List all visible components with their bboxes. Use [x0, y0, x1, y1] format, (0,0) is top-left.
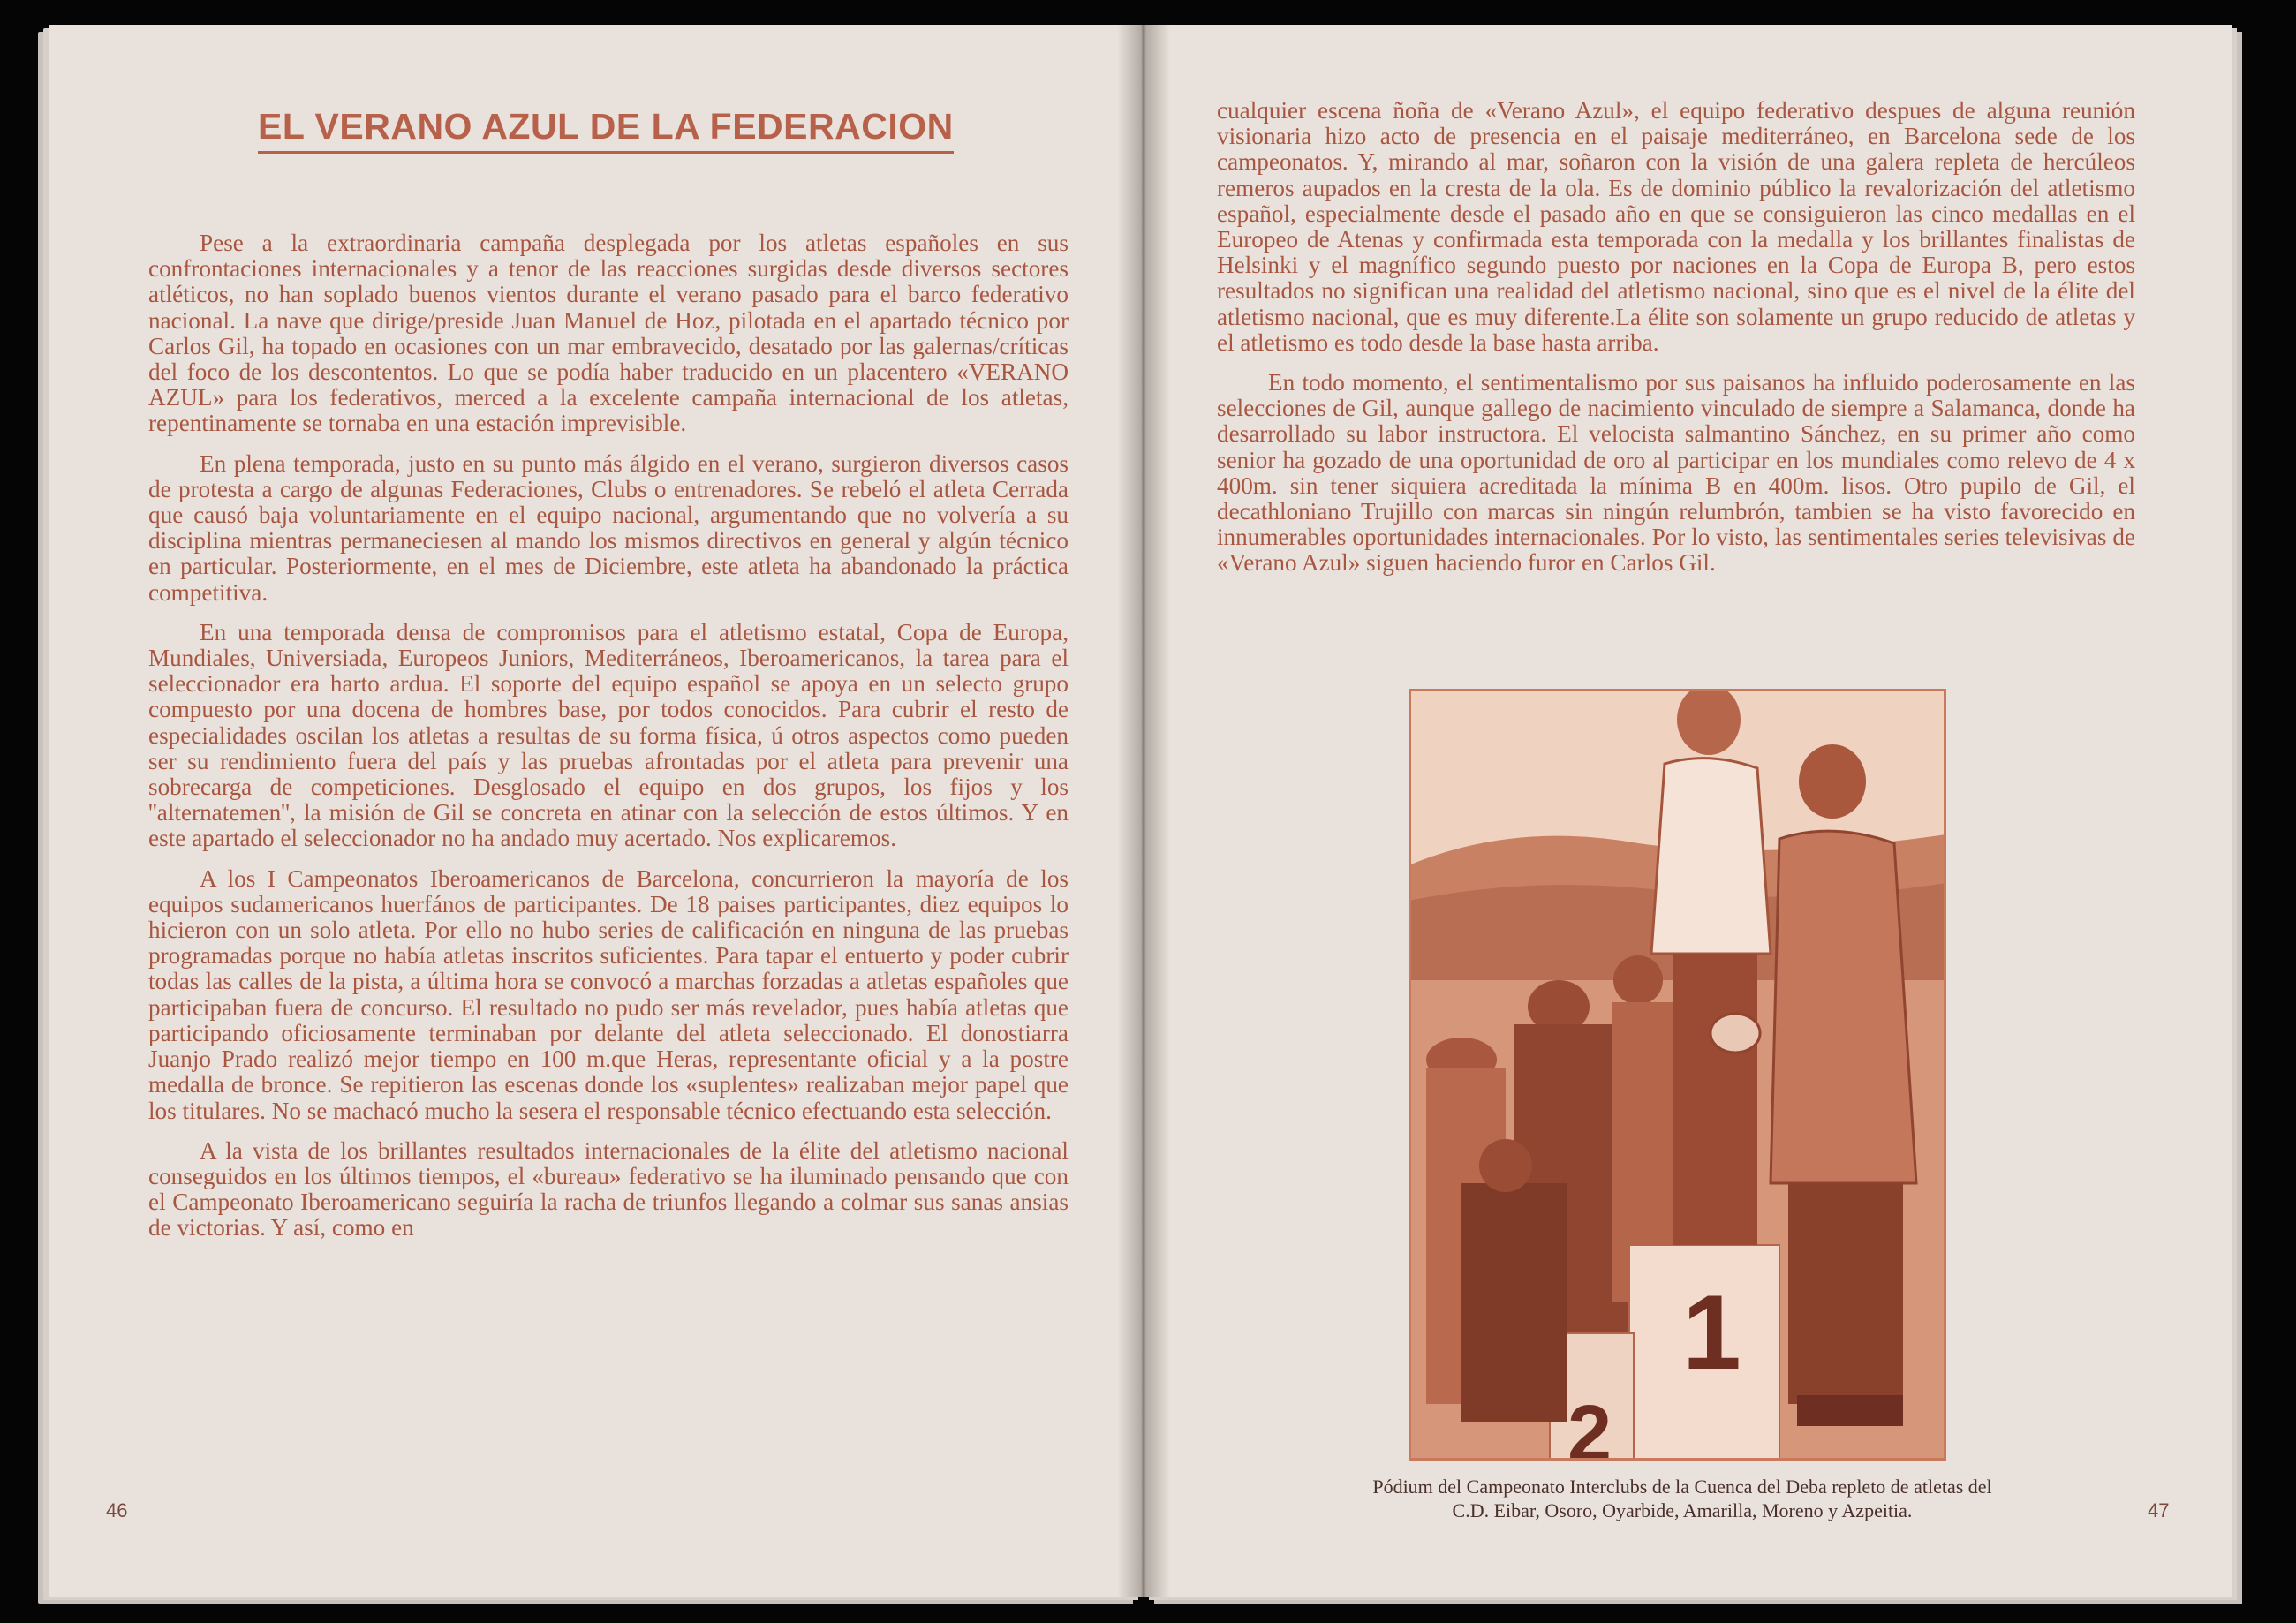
paragraph: En todo momento, el sentimentalismo por sus paisanos ha influido poderosamente en las selecciones de Gil, aunque gallego de nacimiento vinculado de siempre a Salamanca, donde ha desarrollado su labor instructora. El velocista salmantino Sánchez, en su primer año como senior ha gozado de una oportunidad de oro al participar en los mundiales como relevo de 4 x 400m. sin tener siquiera acreditada la mínima B en 400m. lisos. Otro pupilo de Gil, el decathloniano Trujillo con marcas sin ningún relumbrón, tambien se ha visto favorecido en innumerables oportunidades internacionales. Por lo visto, las sentimentales series televisivas de «Verano Azul» siguen haciendo furor en Carlos Gil. — [1217, 369, 2135, 577]
paragraph: En una temporada densa de compromisos para el atletismo estatal, Copa de Europa, Mundiales, Universiada, Europeos Juniors, Mediterráneos, Iberoamericanos, la tarea para el seleccionador era harto ardua. El soporte del equipo español se apoya en un selecto grupo compuesto por una docena de hombres base, por todos conocidos. Para cubrir el resto de especialidades oscilan los atletas a resultas de su forma física, ú otros aspectos como pueden ser su rendimiento fuera del país y las pruebas afrontadas por el atleta para prevenir una sobrecarga de competiciones. Desglosado el equipo en dos grupos, los fijos y los ''alternatemen'', la misión de Gil se concreta en atinar con la selección de estos últimos. Y en este apartado el seleccionador no ha andado muy acertado. Nos explicaremos. — [148, 618, 1069, 852]
book-gutter — [1117, 25, 1170, 1597]
podium-photo — [1409, 689, 1946, 1461]
caption-line: Pódium del Campeonato Interclubs de la Cuenca del Deba repleto de atletas del — [1372, 1476, 1992, 1498]
podium-number-two: 2 — [1567, 1390, 1612, 1461]
page-number-left: 46 — [106, 1499, 128, 1521]
page-number-right: 47 — [2148, 1499, 2170, 1521]
paragraph: cualquier escena ñoña de «Verano Azul», el equipo federativo despues de alguna reunión visionaria hizo acto de presencia en el paisaje mediterráneo, en Barcelona sede de los campeonatos. Y, mirando al mar, soñaron con la visión de una galera repleta de hercúleos remeros aupados en la cresta de la ola. Es de dominio público la revalorización del atletismo español, especialmente desde el pasado año en que se consiguieron las cinco medallas en el Europeo de Atenas y confirmada esta temporada con la medalla y los brillantes finalistas de Helsinki y el magnífico segundo puesto por naciones en la Copa de Europa B, pero estos resultados no significan una realidad del atletismo nacional, sino que es el nivel de la élite del atletismo nacional, que es muy diferente.La élite son solamente un grupo reducido de atletas y el atletismo es todo desde la base hasta arriba. — [1217, 97, 2135, 356]
podium-number-one: 1 — [1682, 1273, 1741, 1392]
paragraph: Pese a la extraordinaria campaña desplegada por los atletas españoles en sus confrontaciones internacionales y a tenor de las reacciones surgidas desde diversos sectores atléticos, no han soplado buenos vientos durante el verano pasado para el barco federativo nacional. La nave que dirige/preside Juan Manuel de Hoz, pilotada en el apartado técnico por Carlos Gil, ha topado en ocasiones con un mar embravecido, desatado por las galernas/críticas del foco de los descontentos. Lo que se podía haber traducido en un placentero «VERANO AZUL» para los federativos, merced a la excelente campaña internacional de los atletas, repentinamente se tornaba en una estación imprevisible. — [148, 230, 1069, 437]
caption-line: C.D. Eibar, Osoro, Oyarbide, Amarilla, Moreno y Azpeitia. — [1452, 1499, 1913, 1521]
paragraph: A los I Campeonatos Iberoamericanos de Barcelona, concurrieron la mayoría de los equipos sudamericanos huerfános de participantes. De 18 paises participantes, diez equipos lo hicieron con un solo atleta. Por ello no hubo series de calificación en ninguna de las pruebas programadas porque no había atletas inscritos suficientes. Para tapar el entuerto y poder cubrir todas las calles de la pista, a última hora se convocó a marchas forzadas a atletas españoles que participaban fuera de concurso. El resultado no pudo ser más revelador, pues había atletas que participando oficiosamente terminaban por delante del atleta seleccionado. El donostiarra Juanjo Prado realizó mejor tiempo en 100 m.que Heras, representante oficial y a la postre medalla de bronce. Se repitieron las escenas donde los «suplentes» realizaban mejor papel que los titulares. No se machacó mucho la sesera el responsable técnico efectuando esta selección. — [148, 864, 1069, 1124]
left-page — [49, 25, 1144, 1597]
left-column — [148, 230, 1069, 1256]
podium-photo-illustration — [1409, 689, 1946, 1461]
right-column — [1217, 98, 2135, 591]
paragraph: A la vista de los brillantes resultados internacionales de la élite del atletismo nacional conseguidos en los últimos tiempos, el «bureau» federativo se ha iluminado pensando que con el Campeonato Iberoamericano seguiría la racha de triunfos llegando a colmar sus sanas ansias de victorias. Y así, como en — [148, 1136, 1069, 1242]
photo-caption — [1285, 1475, 2080, 1522]
paragraph: En plena temporada, justo en su punto más álgido en el verano, surgieron diversos casos de protesta a cargo de algunas Federaciones, Clubs o entrenadores. Se rebeló el atleta Cerrada que causó baja voluntariamente en el equipo nacional, argumentando que no volvería a su disciplina mientras permaneciesen al mando los mismos directivos en general y algún técnico en particular. Posteriormente, en el mes de Diciembre, este atleta ha abandonado la práctica competitiva. — [148, 449, 1069, 606]
right-page — [1144, 25, 2232, 1597]
article-title: EL VERANO AZUL DE LA FEDERACION — [258, 106, 954, 154]
